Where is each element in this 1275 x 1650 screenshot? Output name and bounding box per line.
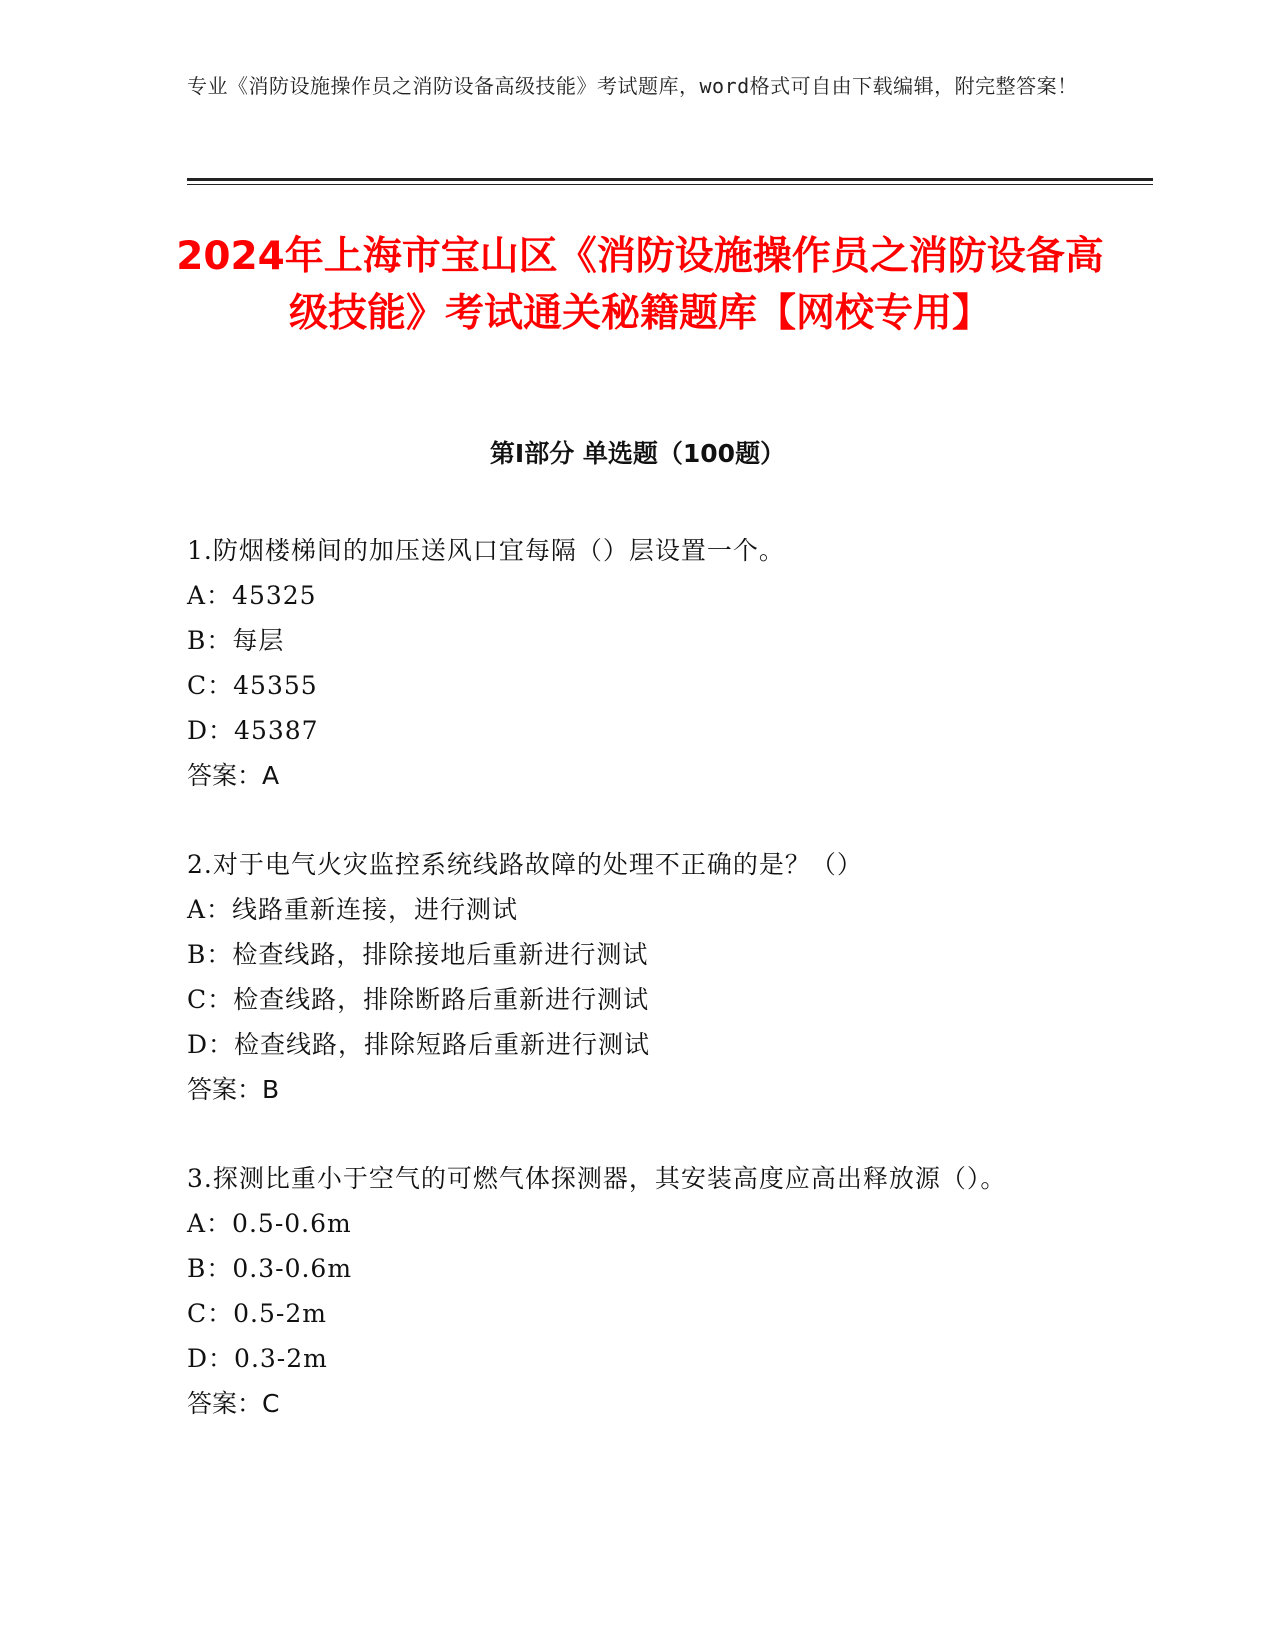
- answer: 答案：B: [187, 1075, 280, 1104]
- question-text: 3.探测比重小于空气的可燃气体探测器，其安装高度应高出释放源（）。: [187, 1164, 1007, 1193]
- answer: 答案：A: [187, 761, 280, 790]
- option-a: A：0.5-0.6m: [187, 1209, 352, 1238]
- header-divider-thick: [187, 178, 1153, 181]
- answer: 答案：C: [187, 1389, 280, 1418]
- section-title: 第I部分 单选题（100题）: [489, 439, 786, 468]
- question-2: [187, 842, 1087, 1112]
- option-d: D：检查线路，排除短路后重新进行测试: [187, 1030, 651, 1059]
- option-b: B：每层: [187, 626, 285, 655]
- question-1: [187, 528, 1087, 798]
- option-d: D：45387: [187, 716, 319, 745]
- question-text: 2.对于电气火灾监控系统线路故障的处理不正确的是？（）: [187, 850, 863, 879]
- option-c: C：检查线路，排除断路后重新进行测试: [187, 985, 650, 1014]
- header-note: 专业《消防设施操作员之消防设备高级技能》考试题库，word格式可自由下载编辑，附完整答案！: [187, 74, 1078, 98]
- option-c: C：45355: [187, 671, 318, 700]
- option-b: B：0.3-0.6m: [187, 1254, 353, 1283]
- option-b: B：检查线路，排除接地后重新进行测试: [187, 940, 649, 969]
- header-divider-thin: [187, 184, 1153, 185]
- question-3: [187, 1156, 1087, 1426]
- option-a: A：线路重新连接，进行测试: [187, 895, 519, 924]
- question-list: [187, 528, 1087, 1470]
- question-text: 1.防烟楼梯间的加压送风口宜每隔（）层设置一个。: [187, 536, 785, 565]
- option-c: C：0.5-2m: [187, 1299, 327, 1328]
- document-title: 2024年上海市宝山区《消防设施操作员之消防设备高级技能》考试通关秘籍题库【网校专用】: [176, 234, 1104, 336]
- option-a: A：45325: [187, 581, 317, 610]
- option-d: D：0.3-2m: [187, 1344, 328, 1373]
